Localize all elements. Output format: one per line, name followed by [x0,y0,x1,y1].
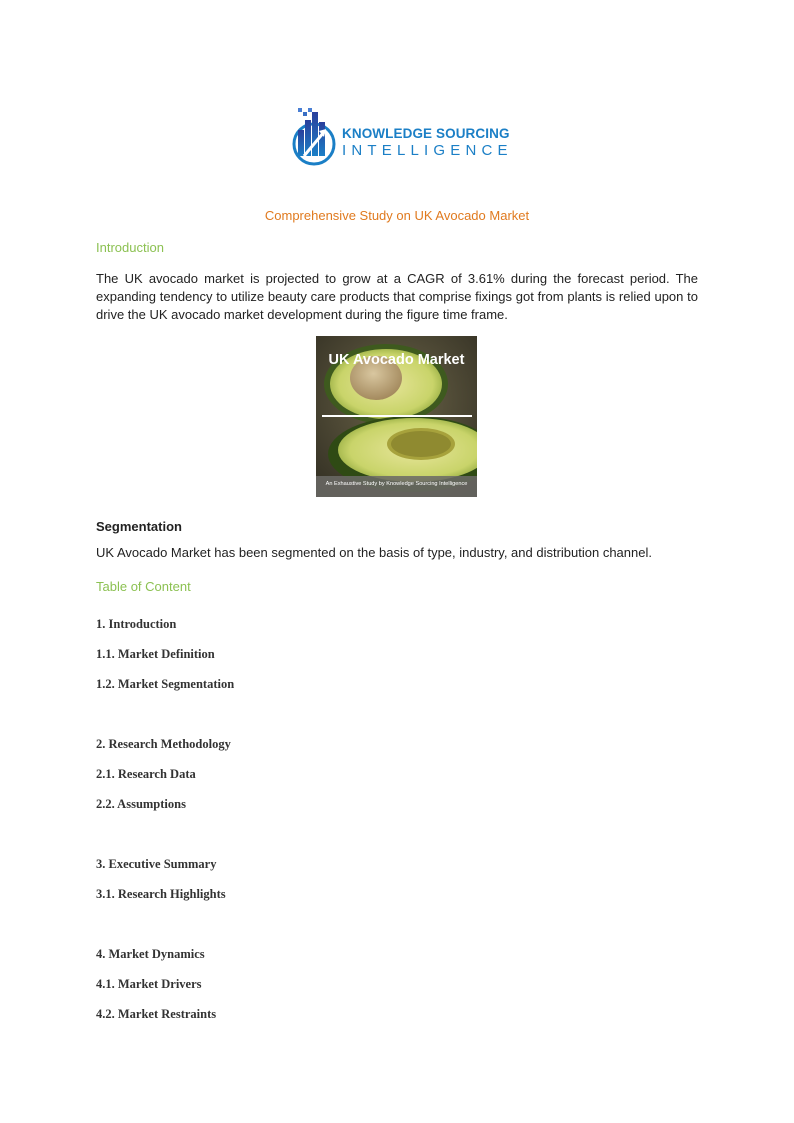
cover-title: UK Avocado Market [328,352,465,368]
toc-item: 1.2. Market Segmentation [96,677,235,691]
report-cover-image [316,336,477,497]
cover-subtitle: An Exhaustive Study by Knowledge Sourcing Intelligence [325,481,468,487]
segmentation-paragraph: UK Avocado Market has been segmented on the basis of type, industry, and distribution channel. [96,545,652,560]
toc-heading: Table of Content [96,579,191,594]
document-title: Comprehensive Study on UK Avocado Market [264,208,530,223]
segmentation-heading: Segmentation [96,519,182,534]
toc-item: 2. Research Methodology [96,737,231,751]
cover-divider [322,415,472,417]
logo-emblem-icon [290,106,340,166]
logo-text-line2: INTELLIGENCE [342,142,513,159]
logo-text-line1: KNOWLEDGE SOURCING [342,126,510,141]
introduction-heading: Introduction [96,240,164,255]
company-logo [290,106,513,166]
toc-item: 4.2. Market Restraints [96,1007,217,1021]
toc-item: 2.2. Assumptions [96,797,186,811]
toc-item: 2.1. Research Data [96,767,196,781]
toc-item: 1. Introduction [96,617,177,631]
toc-item: 3. Executive Summary [96,857,217,871]
toc-item: 4. Market Dynamics [96,947,205,961]
toc-item: 1.1. Market Definition [96,647,215,661]
toc-item: 4.1. Market Drivers [96,977,202,991]
introduction-paragraph: The UK avocado market is projected to grow at a CAGR of 3.61% during the forecast period. The expanding tendency to utilize beauty care products that comprise fixings got from plants is relied upon to drive the UK avocado market development during the figure time frame. [96,271,698,322]
toc-item: 3.1. Research Highlights [96,887,226,901]
